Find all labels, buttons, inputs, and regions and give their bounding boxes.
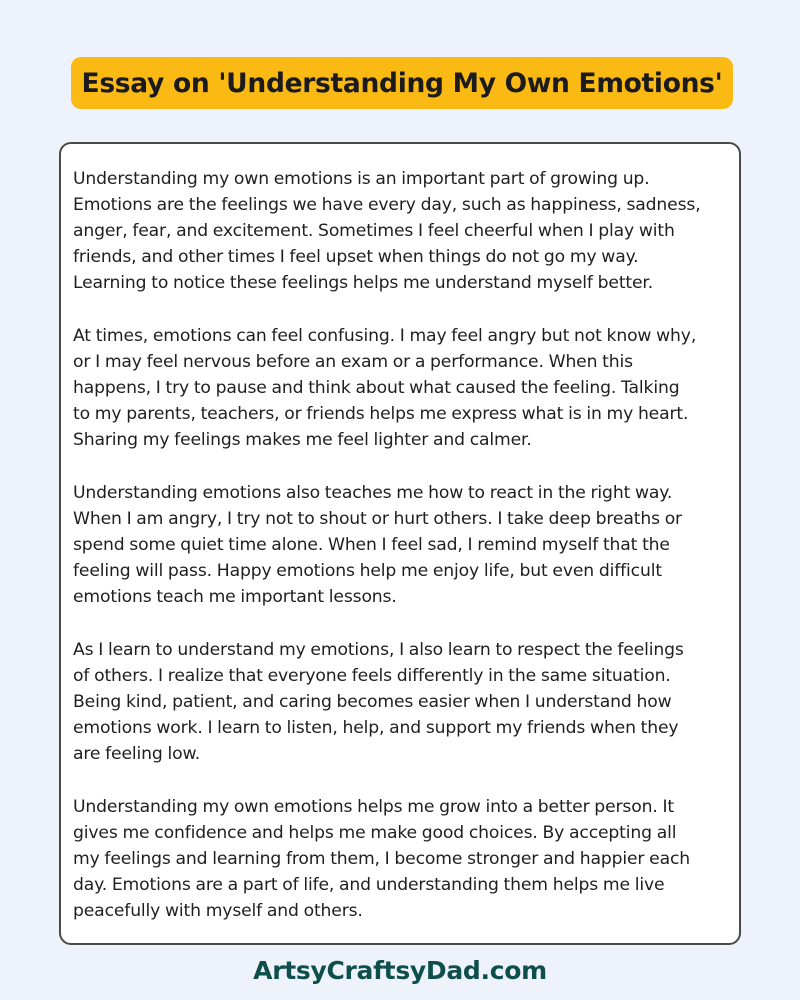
essay-line: Being kind, patient, and caring becomes easier when I understand how [73, 692, 672, 712]
essay-paragraph [73, 637, 737, 767]
essay-line: or I may feel nervous before an exam or a performance. When this [73, 352, 633, 372]
essay-line: Understanding my own emotions helps me grow into a better person. It [73, 797, 674, 817]
essay-paragraph [73, 323, 737, 453]
essay-line: my feelings and learning from them, I become stronger and happier each [73, 849, 691, 869]
essay-card [59, 142, 741, 945]
essay-line: At times, emotions can feel confusing. I may feel angry but not know why, [73, 326, 697, 346]
title-banner [71, 57, 733, 109]
essay-line: When I am angry, I try not to shout or hurt others. I take deep breaths or [73, 509, 682, 529]
essay-line: Understanding my own emotions is an important part of growing up. [73, 169, 650, 189]
essay-line: spend some quiet time alone. When I feel sad, I remind myself that the [73, 535, 670, 555]
essay-line: Learning to notice these feelings helps me understand myself better. [73, 273, 654, 293]
essay-body [73, 166, 737, 951]
page-title: Essay on 'Understanding My Own Emotions' [81, 67, 723, 99]
essay-line: are feeling low. [73, 744, 201, 764]
essay-line: Emotions are the feelings we have every day, such as happiness, sadness, [73, 195, 701, 215]
essay-paragraph [73, 166, 737, 296]
essay-paragraph [73, 480, 737, 610]
essay-line: As I learn to understand my emotions, I also learn to respect the feelings [73, 640, 684, 660]
essay-line: gives me confidence and helps me make good choices. By accepting all [73, 823, 677, 843]
essay-line: day. Emotions are a part of life, and understanding them helps me live [73, 875, 665, 895]
essay-line: Understanding emotions also teaches me how to react in the right way. [73, 483, 673, 503]
essay-line: emotions work. I learn to listen, help, and support my friends when they [73, 718, 679, 738]
essay-line: happens, I try to pause and think about what caused the feeling. Talking [73, 378, 680, 398]
essay-paragraph [73, 794, 737, 924]
essay-line: of others. I realize that everyone feels differently in the same situation. [73, 666, 671, 686]
site-brand: ArtsyCraftsyDad.com [253, 956, 547, 985]
essay-line: friends, and other times I feel upset when things do not go my way. [73, 247, 639, 267]
essay-line: Sharing my feelings makes me feel lighter and calmer. [73, 430, 532, 450]
essay-line: to my parents, teachers, or friends helps me express what is in my heart. [73, 404, 689, 424]
essay-line: feeling will pass. Happy emotions help me enjoy life, but even difficult [73, 561, 662, 581]
essay-line: emotions teach me important lessons. [73, 587, 397, 607]
essay-line: anger, fear, and excitement. Sometimes I feel cheerful when I play with [73, 221, 675, 241]
essay-line: peacefully with myself and others. [73, 901, 363, 921]
